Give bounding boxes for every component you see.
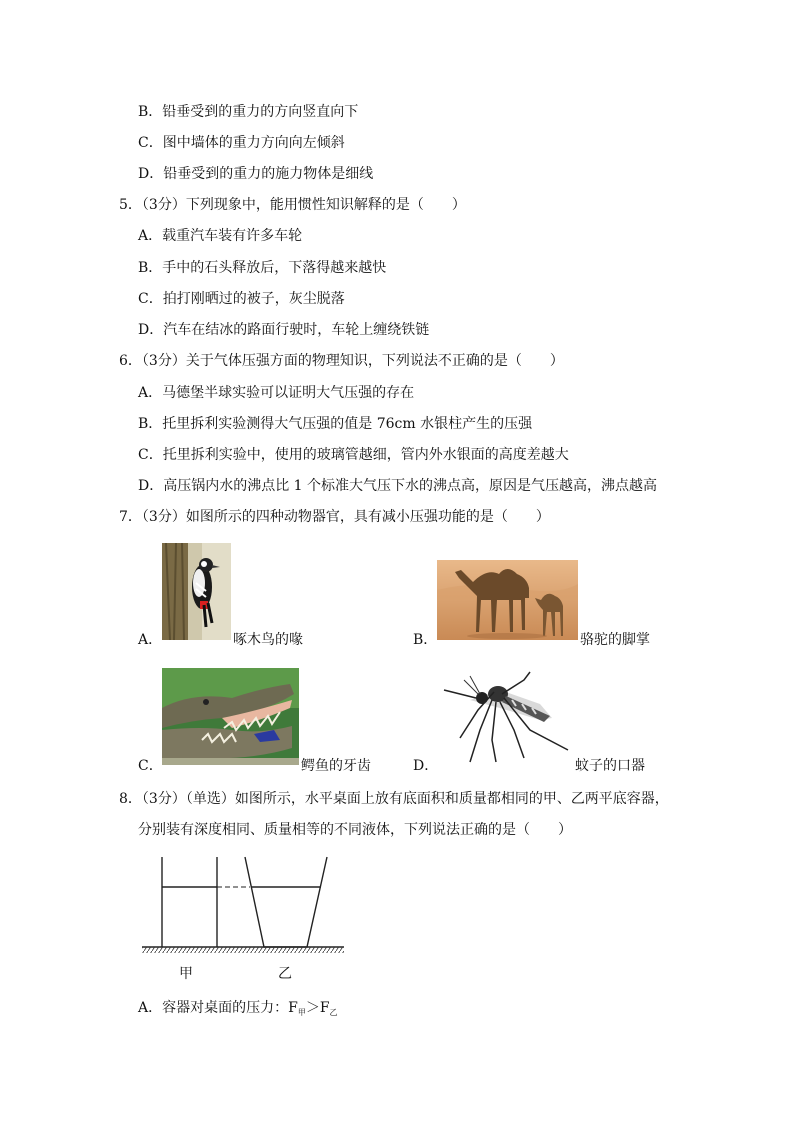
q5-option-c: C．拍打刚晒过的被子，灰尘脱落	[138, 291, 345, 307]
q6-option-d: D．高压锅内水的沸点比 1 个标准大气压下水的沸点高，原因是气压越高，沸点越高	[138, 478, 658, 494]
q6-option-c: C．托里拆利实验中，使用的玻璃管越细，管内外水银面的高度差越大	[138, 447, 569, 463]
containers-diagram	[140, 855, 346, 985]
q8-option-a-sub-jia: 甲	[297, 1008, 306, 1017]
q7-option-a-caption: 啄木鸟的喙	[233, 632, 303, 648]
q7-stem: 7．（3分）如图所示的四种动物器官，具有减小压强功能的是（ ）	[119, 509, 550, 525]
q6-stem: 6．（3分）关于气体压强方面的物理知识，下列说法不正确的是（ ）	[119, 353, 564, 369]
q8-option-a	[138, 999, 338, 1019]
q4-option-d: D．铅垂受到的重力的施力物体是细线	[138, 166, 374, 182]
q6-option-b: B．托里拆利实验测得大气压强的值是 76cm 水银柱产生的压强	[138, 416, 533, 432]
q4-option-b: B．铅垂受到的重力的方向竖直向下	[138, 104, 359, 120]
q4-option-c: C．图中墙体的重力方向向左倾斜	[138, 135, 345, 151]
q7-option-b-caption: 骆驼的脚掌	[580, 632, 650, 648]
q8-stem-line2: 分别装有深度相同、质量相等的不同液体，下列说法正确的是（ ）	[138, 822, 572, 838]
q8-option-a-prefix: A．容器对桌面的压力：F	[138, 1000, 298, 1016]
woodpecker-image	[162, 543, 231, 640]
q5-option-d: D．汽车在结冰的路面行驶时，车轮上缠绕铁链	[138, 322, 430, 338]
q7-option-b-letter: B．	[413, 632, 438, 648]
q6-option-a: A．马德堡半球实验可以证明大气压强的存在	[138, 385, 415, 401]
q7-option-c-caption: 鳄鱼的牙齿	[301, 758, 371, 774]
q8-option-a-sub-yi: 乙	[329, 1008, 338, 1017]
q5-option-a: A．载重汽车装有许多车轮	[138, 228, 303, 244]
q5-stem: 5．（3分）下列现象中，能用惯性知识解释的是（ ）	[119, 197, 466, 213]
q7-option-d-caption: 蚊子的口器	[575, 758, 645, 774]
container-label-jia: 甲	[179, 966, 193, 982]
crocodile-image	[162, 668, 299, 765]
q8-option-a-operator: ＞F	[305, 1000, 330, 1016]
container-label-yi: 乙	[278, 966, 292, 982]
q5-option-b: B．手中的石头释放后，下落得越来越快	[138, 260, 387, 276]
q7-option-a-letter: A．	[138, 632, 163, 648]
q7-option-d-letter: D．	[413, 758, 439, 774]
q8-stem-line1: 8．（3分）（单选）如图所示，水平桌面上放有底面积和质量都相同的甲、乙两平底容器，	[119, 791, 669, 807]
mosquito-image	[440, 670, 574, 765]
camel-image	[437, 560, 578, 640]
q7-option-c-letter: C．	[138, 758, 163, 774]
